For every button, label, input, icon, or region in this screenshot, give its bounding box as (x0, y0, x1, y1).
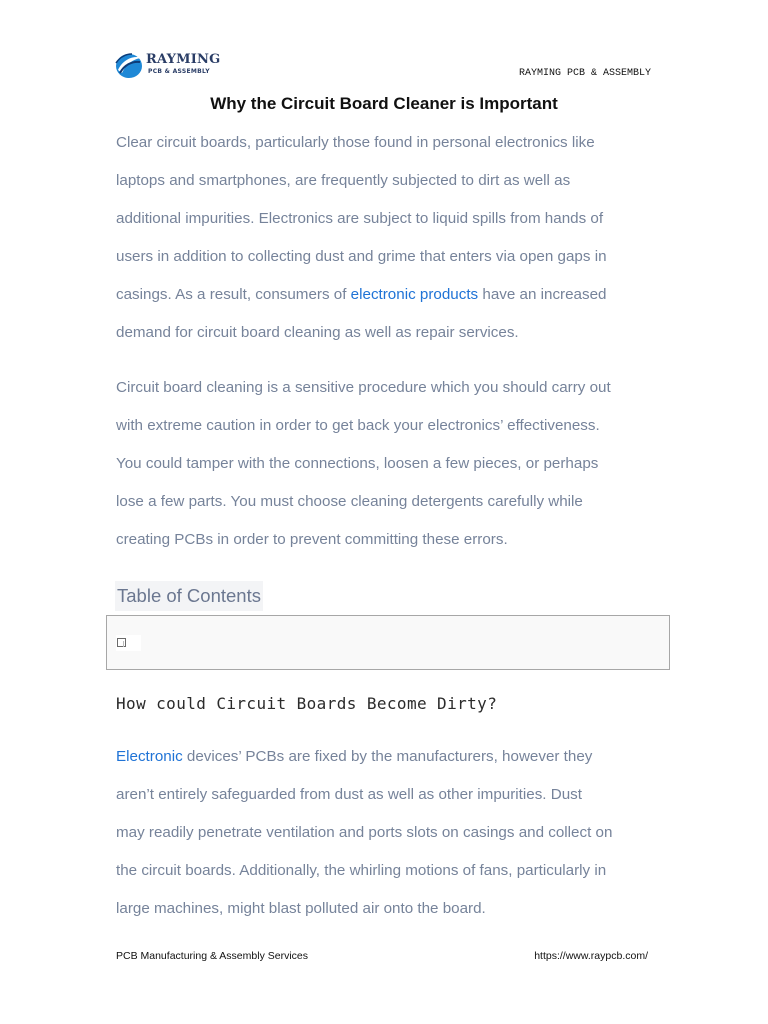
toc-container (106, 615, 670, 670)
paragraph-line (116, 276, 661, 314)
paragraph-line: creating PCBs in order to prevent committing these errors. (116, 531, 508, 548)
logo-tagline: PCB & ASSEMBLY (148, 68, 210, 75)
footer-url-link[interactable]: https://www.raypcb.com/ (534, 950, 648, 962)
paragraph-line: You could tamper with the connections, loosen a few pieces, or perhaps (116, 455, 599, 472)
page-title: Why the Circuit Board Cleaner is Important (210, 94, 558, 113)
paragraph-line: Clear circuit boards, particularly those found in personal electronics like (116, 134, 595, 151)
logo-name: RAYMING (146, 52, 221, 67)
footer-services: PCB Manufacturing & Assembly Services (116, 950, 308, 962)
electronic-products-link[interactable]: electronic products (350, 286, 479, 303)
toc-title: Table of Contents (115, 581, 263, 611)
rayming-logo (114, 50, 224, 82)
paragraph-line: aren’t entirely safeguarded from dust as well as other impurities. Dust (116, 786, 582, 803)
paragraph-line: demand for circuit board cleaning as well as repair services. (116, 324, 519, 341)
header-company-name: RAYMING PCB & ASSEMBLY (518, 68, 651, 79)
paragraph-line: may readily penetrate ventilation and ports slots on casings and collect on (116, 824, 613, 841)
paragraph-line: users in addition to collecting dust and grime that enters via open gaps in (116, 248, 607, 265)
paragraph-text: devices’ PCBs are fixed by the manufacturers, however they (182, 748, 593, 765)
paragraph-line: Circuit board cleaning is a sensitive procedure which you should carry out (116, 379, 611, 396)
paragraph-text: have an increased (478, 286, 607, 303)
paragraph-line: laptops and smartphones, are frequently subjected to dirt as well as (116, 172, 571, 189)
intro-paragraph (116, 124, 661, 352)
paragraph-line: with extreme caution in order to get back your electronics’ effectiveness. (116, 417, 600, 434)
toc-toggle-icon (117, 638, 126, 647)
paragraph-line: large machines, might blast polluted air onto the board. (116, 900, 486, 917)
electronic-link[interactable]: Electronic (116, 748, 183, 765)
dirty-boards-paragraph (116, 738, 661, 928)
rayming-logo-icon (114, 51, 144, 81)
paragraph-text: casings. As a result, consumers of (116, 286, 351, 303)
cleaning-paragraph (116, 369, 661, 559)
paragraph-line: additional impurities. Electronics are subject to liquid spills from hands of (116, 210, 604, 227)
toc-toggle-button[interactable] (116, 635, 141, 651)
paragraph-line (116, 738, 661, 776)
paragraph-line: the circuit boards. Additionally, the whirling motions of fans, particularly in (116, 862, 607, 879)
paragraph-line: lose a few parts. You must choose cleaning detergents carefully while (116, 493, 583, 510)
section-heading: How could Circuit Boards Become Dirty? (116, 694, 498, 713)
